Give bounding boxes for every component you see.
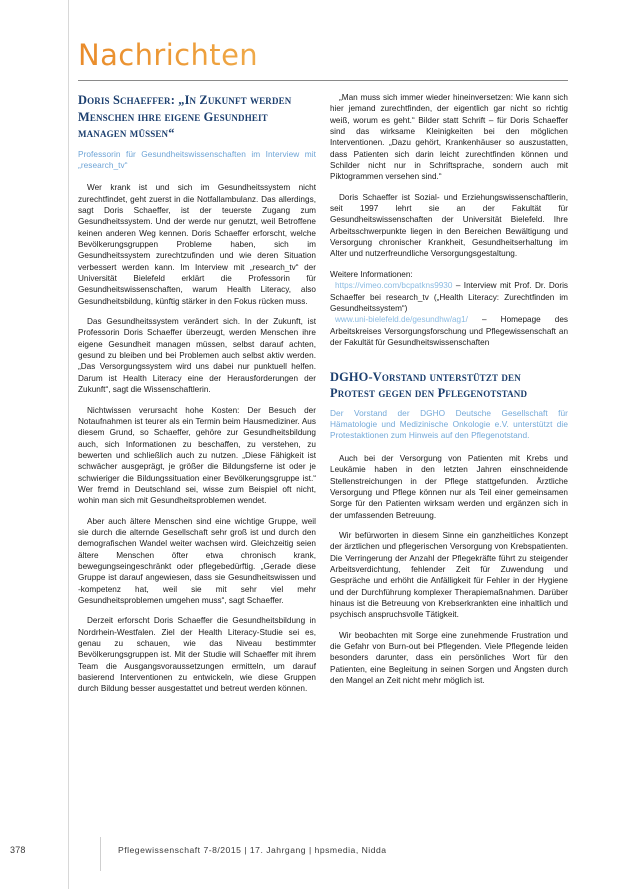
section-spacer bbox=[330, 360, 568, 369]
article-paragraph: Wir beobachten mit Sorge eine zunehmende Frustration und die Gefahr von Burn-out bei Pflegenden. Viele Pflegende leiden besonders darunter, dass ein persönliches Wort für den Patienten, eine Begleitung in seinen Sorgen und Ängsten durch den Mangel an Zeit nicht mehr möglich ist. bbox=[330, 630, 568, 686]
further-information-entry bbox=[330, 280, 568, 314]
page-title: Nachrichten bbox=[78, 38, 578, 72]
article-standfirst-dgho: Der Vorstand der DGHO Deutsche Gesellschaft für Hämatologie und Medizinische Onkologie e.V. unterstützt die Protestaktionen zum Hinweis auf den Pflegenotstand. bbox=[330, 407, 568, 441]
footer-divider bbox=[100, 837, 101, 871]
masthead bbox=[78, 38, 578, 82]
further-information-block bbox=[330, 269, 568, 349]
article-paragraph: Nichtwissen verursacht hohe Kosten: Der Besuch der Notaufnahmen ist teurer als ein Termin beim Hausmediziner. Aus diesem Grund, so Schaeffer, gehöre zur Gesundheitsbildung auch, sich Informationen zu beschaffen, zu verstehen, zu bewerten und schließlich auch zu nutzen. „Diese Fähigkeit ist schwächer ausgeprägt, je größer die Bildungsferne ist oder je schwieriger die Bildungssituation einer Bevölkerungsgruppe ist.“ Wer fremd in Deutschland sei, wisse zum Beispiel oft nicht, wohin man sich mit Gesundheitsproblemen wendet. bbox=[78, 405, 316, 506]
article-paragraph: „Man muss sich immer wieder hineinversetzen: Wie kann sich hier jemand zurechtfinden, der eigentlich gar nicht so richtig weiß, worum es geht.“ Bilder statt Schrift – für Doris Schaeffer sind das wirksame Kleinigkeiten bei den möglichen Interventionen. „Dazu gehört, Krankenhäuser so auszustatten, dass Patienten sich darin leicht zurechtfinden können und Schilder nicht nur in Schriftsprache, sondern auch mit Piktogrammen versehen sind.“ bbox=[330, 93, 568, 182]
article-paragraph: Auch bei der Versorgung von Patienten mit Krebs und Leukämie haben in den letzten Jahren einschneidende Stellenstreichungen in der Pflege stattgefunden. Ärztliche Versorgung und Pflege können nur als Teil einer gemeinsamen Sorge für den Patienten wirksam werden und ergänzen sich in der umfassenden Betreuung. bbox=[330, 453, 568, 520]
article-heading-dgho: DGHO-Vorstand unterstützt den Protest gegen den Pflegenotstand bbox=[330, 369, 528, 400]
interview-link[interactable]: https://vimeo.com/bcpatkns9930 bbox=[335, 281, 453, 291]
article-paragraph: Wer krank ist und sich im Gesundheitssystem nicht zurechtfindet, geht zuerst in die Notfallambulanz. Das allerdings, sagt Doris Schaeffer, ist der teuerste Zugang zum Gesundheitssystem. Und der werde nur genutzt, weil Betroffene keinen anderen Weg kennen. Doris Schaeffer erforscht, welche Bevölkerungsgruppen Probleme haben, sich im Gesundheitssystem zurechtzufinden und wie deren Situation verbessert werden kann. Im Interview mit „research_tv“ der Universität Bielefeld erklärt die Professorin für Gesundheitswissenschaften, warum Health Literacy, also Gesundheitsbildung, künftig stärker in den Fokus rücken muss. bbox=[78, 183, 316, 306]
column-right bbox=[330, 92, 568, 686]
article-heading-schaeffer: Doris Schaeffer: „In Zukunft werden Menschen ihre eigene Gesundheit managen müssen“ bbox=[78, 93, 292, 140]
masthead-divider bbox=[78, 80, 568, 81]
page-footer bbox=[10, 843, 638, 863]
column-left bbox=[78, 92, 316, 695]
article-paragraph: Derzeit erforscht Doris Schaeffer die Gesundheitsbildung in Nordrhein-Westfalen. Ziel der Health Literacy-Studie sei es, genau zu schauen, wie das Niveau bestimmter Bevölkerungsgruppen ist. Mit der Studie will Schaeffer mit ihrem Team die Ausgangsvoraussetzungen ermitteln, um darauf basierend Interventionen zu entwickeln, wie diese Gruppen durch Bildung besser ausgestattet und betreut werden können. bbox=[78, 616, 316, 694]
homepage-link[interactable]: www.uni-bielefeld.de/gesundhw/ag1/ bbox=[335, 315, 468, 325]
page-content bbox=[10, 0, 578, 889]
article-standfirst-schaeffer: Professorin für Gesundheitswissenschaften im Interview mit „research_tv“ bbox=[78, 148, 316, 170]
further-information-title: Weitere Informationen: bbox=[330, 269, 413, 279]
article-paragraph: Aber auch ältere Menschen sind eine wichtige Gruppe, weil sie durch die alternde Gesellschaft sehr groß ist und durch den demografischen Wandel weiter wachsen wird. Gleichzeitig seien ältere Menschen öfter etwa chronisch krank, bewegungseingeschränkt oder pflegebedürftig. „Gerade diese Gruppe ist darauf angewiesen, dass sie Gesundheitswissen und -kompetenz hat, weil sie mit sehr viel mehr Gesundheitsproblemen umgehen muss“, sagt Schaeffer. bbox=[78, 516, 316, 605]
further-information-entry bbox=[330, 314, 568, 348]
footer-citation: Pflegewissenschaft 7-8/2015 | 17. Jahrgang | hpsmedia, Nidda bbox=[118, 845, 387, 855]
page-number: 378 bbox=[10, 845, 26, 855]
gutter-divider bbox=[68, 0, 69, 889]
interview-link-description: – Interview mit Prof. Dr. Doris Schaeffer bei research_tv („Health Literacy: Zurechtfinden im Gesundheitssystem“) bbox=[330, 281, 568, 314]
article-paragraph: Das Gesundheitssystem verändert sich. In der Zukunft, ist Professorin Doris Schaeffer überzeugt, werden Menschen ihre eigene Gesundheit managen müssen, selbst darauf achten, gesund zu bleiben und bei Problemen auch selbst aktiv werden. „Das Versorgungssystem wird uns dabei nur punktuell helfen. Darum ist Health Literacy eine der Herausforderungen der Zukunft“, sagt die Wissenschaftlerin. bbox=[78, 317, 316, 395]
homepage-link-description: – Homepage des Arbeitskreises Versorgungsforschung und Pflegewissenschaft an der Fakultät für Gesundheitswissenschaften bbox=[330, 315, 568, 348]
article-paragraph: Wir befürworten in diesem Sinne ein ganzheitliches Konzept der ärztlichen und pflegerischen Versorgung von Krebspatienten. Die Verringerung der Anzahl der Pflegekräfte führt zu steigender Arbeitsverdichtung, fehlender Zeit für Zuwendung und Gespräche und erhöht die Anfälligkeit für Fehler in der Hygiene und der Durchführung komplexer Therapiemaßnahmen. Darüber hinaus ist die Betreuung von Krebserkrankten eine inhaltlich und psychisch anspruchsvolle Tätigkeit. bbox=[330, 530, 568, 620]
article-paragraph: Doris Schaeffer ist Sozial- und Erziehungswissenschaftlerin, seit 1997 lehrt sie an der Fakultät für Gesundheitswissenschaften der Universität Bielefeld. Ihre Arbeitsschwerpunkte liegen in den Bereichen Bewältigung und Versorgung chronischer Krankheit, Gesundheitserhaltung im Alter und nutzerfreundliche Versorgungsgestaltung. bbox=[330, 192, 568, 259]
